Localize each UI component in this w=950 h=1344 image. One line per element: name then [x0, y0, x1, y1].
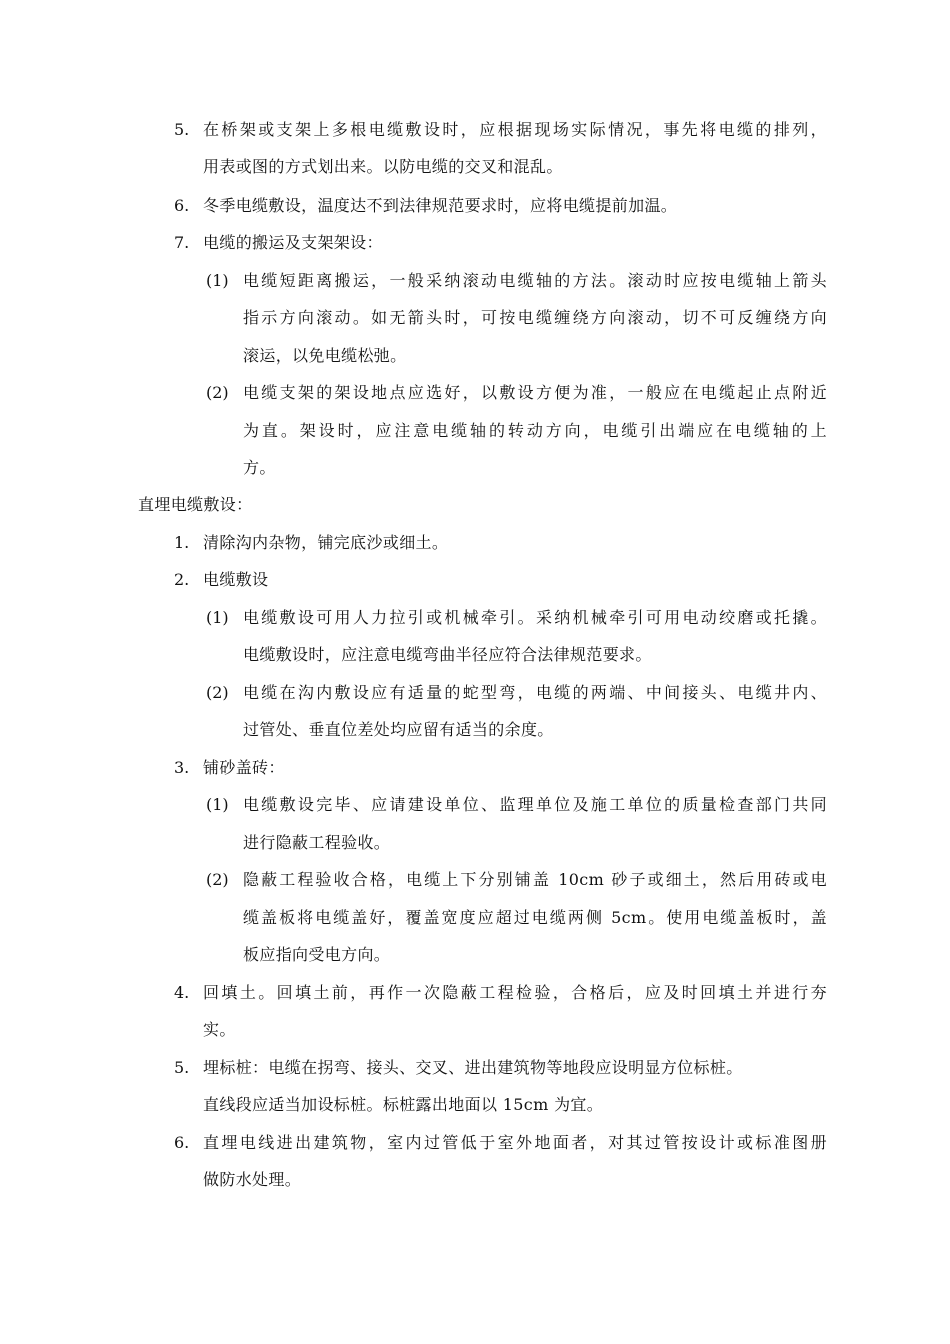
- sub-list-item-text: 过管处、垂直位差处均应留有适当的余度。: [243, 720, 554, 739]
- sub-list-number: (1): [206, 271, 229, 290]
- list-item-text: 回填土。回填土前，再作一次隐蔽工程检验，合格后，应及时回填土并进行夯: [203, 983, 827, 1002]
- list-item-text: 用表或图的方式划出来。以防电缆的交叉和混乱。: [203, 157, 563, 176]
- list-item-text: 埋标桩：电缆在拐弯、接头、交叉、进出建筑物等地段应设明显方位标桩。: [203, 1058, 743, 1077]
- sub-list-item-text: 进行隐蔽工程验收。: [243, 833, 391, 852]
- list-item-text: 冬季电缆敷设，温度达不到法律规范要求时，应将电缆提前加温。: [203, 196, 678, 215]
- sub-list-number: (2): [206, 870, 229, 889]
- sub-list-number: (1): [206, 608, 229, 627]
- sub-list-item-text: 电缆敷设可用人力拉引或机械牵引。采纳机械牵引可用电动绞磨或托撬。: [243, 608, 827, 627]
- list-number: 6.: [174, 1133, 190, 1152]
- list-item-text: 实。: [203, 1020, 236, 1039]
- sub-list-item-text: 为直。架设时，应注意电缆轴的转动方向，电缆引出端应在电缆轴的上: [243, 421, 827, 440]
- section-heading: 直埋电缆敷设：: [138, 495, 253, 514]
- sub-list-item-text: 缆盖板将电缆盖好，覆盖宽度应超过电缆两侧 5cm。使用电缆盖板时，盖: [243, 908, 827, 927]
- list-number: 2.: [174, 570, 190, 589]
- sub-list-item-text: 指示方向滚动。如无箭头时，可按电缆缠绕方向滚动，切不可反缠绕方向: [243, 308, 827, 327]
- list-item-text: 直线段应适当加设标桩。标桩露出地面以 15cm 为宜。: [203, 1095, 604, 1114]
- sub-list-item-text: 板应指向受电方向。: [243, 945, 391, 964]
- list-number: 4.: [174, 983, 190, 1002]
- list-number: 5.: [174, 1058, 190, 1077]
- list-item-text: 电缆敷设: [203, 570, 269, 589]
- sub-list-item-text: 电缆短距离搬运，一般采纳滚动电缆轴的方法。滚动时应按电缆轴上箭头: [243, 271, 827, 290]
- list-item-text: 清除沟内杂物，铺完底沙或细土。: [203, 533, 449, 552]
- list-number: 5.: [174, 120, 190, 139]
- sub-list-item-text: 电缆敷设时，应注意电缆弯曲半径应符合法律规范要求。: [243, 645, 652, 664]
- list-number: 1.: [174, 533, 190, 552]
- list-item-text: 直埋电线进出建筑物，室内过管低于室外地面者，对其过管按设计或标准图册: [203, 1133, 827, 1152]
- list-item-text: 做防水处理。: [203, 1170, 302, 1189]
- sub-list-item-text: 滚运，以免电缆松弛。: [243, 346, 407, 365]
- sub-list-number: (1): [206, 795, 229, 814]
- sub-list-number: (2): [206, 383, 229, 402]
- list-number: 7.: [174, 233, 190, 252]
- list-item-text: 铺砂盖砖：: [203, 758, 285, 777]
- sub-list-item-text: 电缆在沟内敷设应有适量的蛇型弯，电缆的两端、中间接头、电缆井内、: [243, 683, 827, 702]
- sub-list-item-text: 方。: [243, 458, 276, 477]
- sub-list-item-text: 电缆敷设完毕、应请建设单位、监理单位及施工单位的质量检查部门共同: [243, 795, 827, 814]
- list-number: 3.: [174, 758, 190, 777]
- sub-list-item-text: 电缆支架的架设地点应选好，以敷设方便为准，一般应在电缆起止点附近: [243, 383, 827, 402]
- list-item-text: 电缆的搬运及支架架设：: [203, 233, 383, 252]
- list-number: 6.: [174, 196, 190, 215]
- sub-list-number: (2): [206, 683, 229, 702]
- list-item-text: 在桥架或支架上多根电缆敷设时，应根据现场实际情况，事先将电缆的排列，: [203, 120, 827, 139]
- sub-list-item-text: 隐蔽工程验收合格，电缆上下分别铺盖 10cm 砂子或细土，然后用砖或电: [243, 870, 827, 889]
